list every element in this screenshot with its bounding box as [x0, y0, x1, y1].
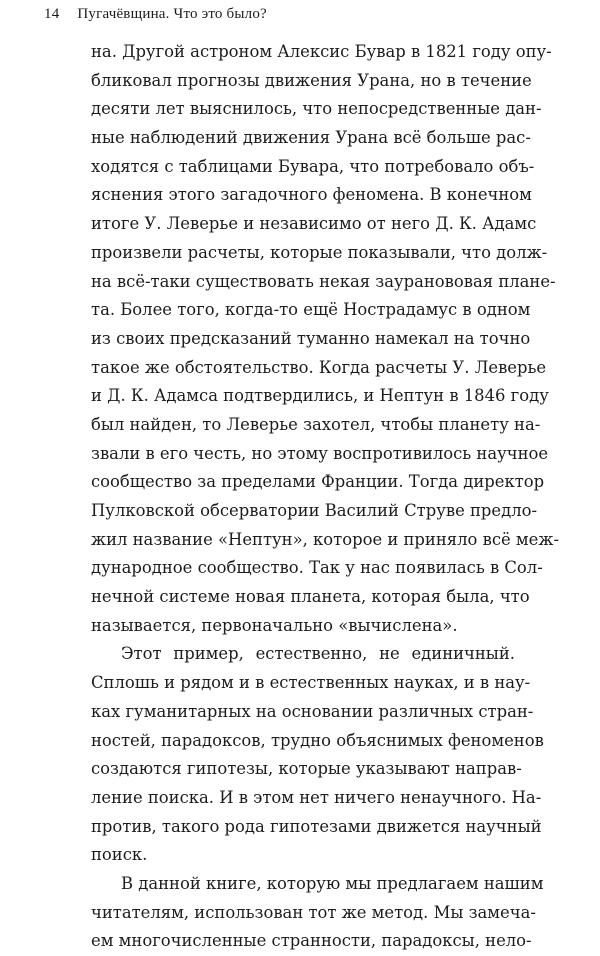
text-line: сообщество за пределами Франции. Тогда директор [91, 472, 545, 492]
page-number: 14 [44, 6, 60, 22]
text-line: жил название «Нептун», которое и приняло всё меж- [91, 529, 559, 549]
text-line: ках гуманитарных на основании различных стран- [91, 701, 534, 721]
text-line: Этот пример, естественно, не единичный. [121, 644, 515, 664]
paragraph [91, 870, 544, 956]
running-header [44, 6, 267, 23]
text-line: на всё-таки существовать некая зауранововая плане- [91, 271, 556, 291]
text-line: произвели расчеты, которые показывали, что долж- [91, 242, 548, 262]
text-line: на. Другой астроном Алексис Бувар в 1821 году опу- [91, 42, 552, 61]
text-line: был найден, то Леверье захотел, чтобы планету на- [91, 414, 541, 434]
text-line: из своих предсказаний туманно намекал на точно [91, 328, 531, 348]
text-line: Сплошь и рядом и в естественных науках, и в нау- [91, 673, 531, 693]
text-line: ные наблюдений движения Урана всё больше рас- [91, 128, 531, 148]
text-line: создаются гипотезы, которые указывают направ- [91, 759, 522, 779]
body-text [91, 38, 559, 956]
text-line: нечной системе новая планета, которая была, что [91, 587, 530, 607]
text-line: бликовал прогнозы движения Урана, но в течение [91, 70, 532, 90]
text-line: десяти лет выяснилось, что непосредственные дан- [91, 99, 542, 119]
text-line: ем многочисленные странности, парадоксы, нело- [91, 931, 532, 951]
text-line: называется, первоначально «вычислена». [91, 615, 458, 635]
text-line: та. Более того, когда-то ещё Нострадамус в одном [91, 300, 531, 320]
text-line: ностей, парадоксов, трудно объяснимых феноменов [91, 730, 544, 750]
paragraph [91, 640, 544, 870]
text-line: читателям, использован тот же метод. Мы замеча- [91, 902, 536, 922]
text-line: дународное сообщество. Так у нас появилась в Сол- [91, 558, 543, 578]
text-line: звали в его честь, но этому воспротивилось научное [91, 443, 549, 463]
running-title: Пугачёвщина. Что это было? [77, 6, 267, 22]
text-line: и Д. К. Адамса подтвердились, и Нептун в 1846 году [91, 386, 549, 406]
text-line: ходятся с таблицами Бувара, что потребовало объ- [91, 156, 535, 176]
text-line: ление поиска. И в этом нет ничего ненаучного. На- [91, 787, 542, 807]
text-line: такое же обстоятельство. Когда расчеты У. Леверье [91, 357, 547, 377]
text-line: яснения этого загадочного феномена. В конечном [91, 185, 532, 205]
text-line: против, такого рода гипотезами движется научный [91, 816, 542, 836]
text-line: итоге У. Леверье и независимо от него Д. К. Адамс [91, 214, 537, 234]
text-line: поиск. [91, 845, 148, 865]
paragraph [91, 38, 559, 640]
text-line: В данной книге, которую мы предлагаем нашим [121, 873, 544, 893]
text-line: Пулковской обсерватории Василий Струве предло- [91, 501, 538, 520]
